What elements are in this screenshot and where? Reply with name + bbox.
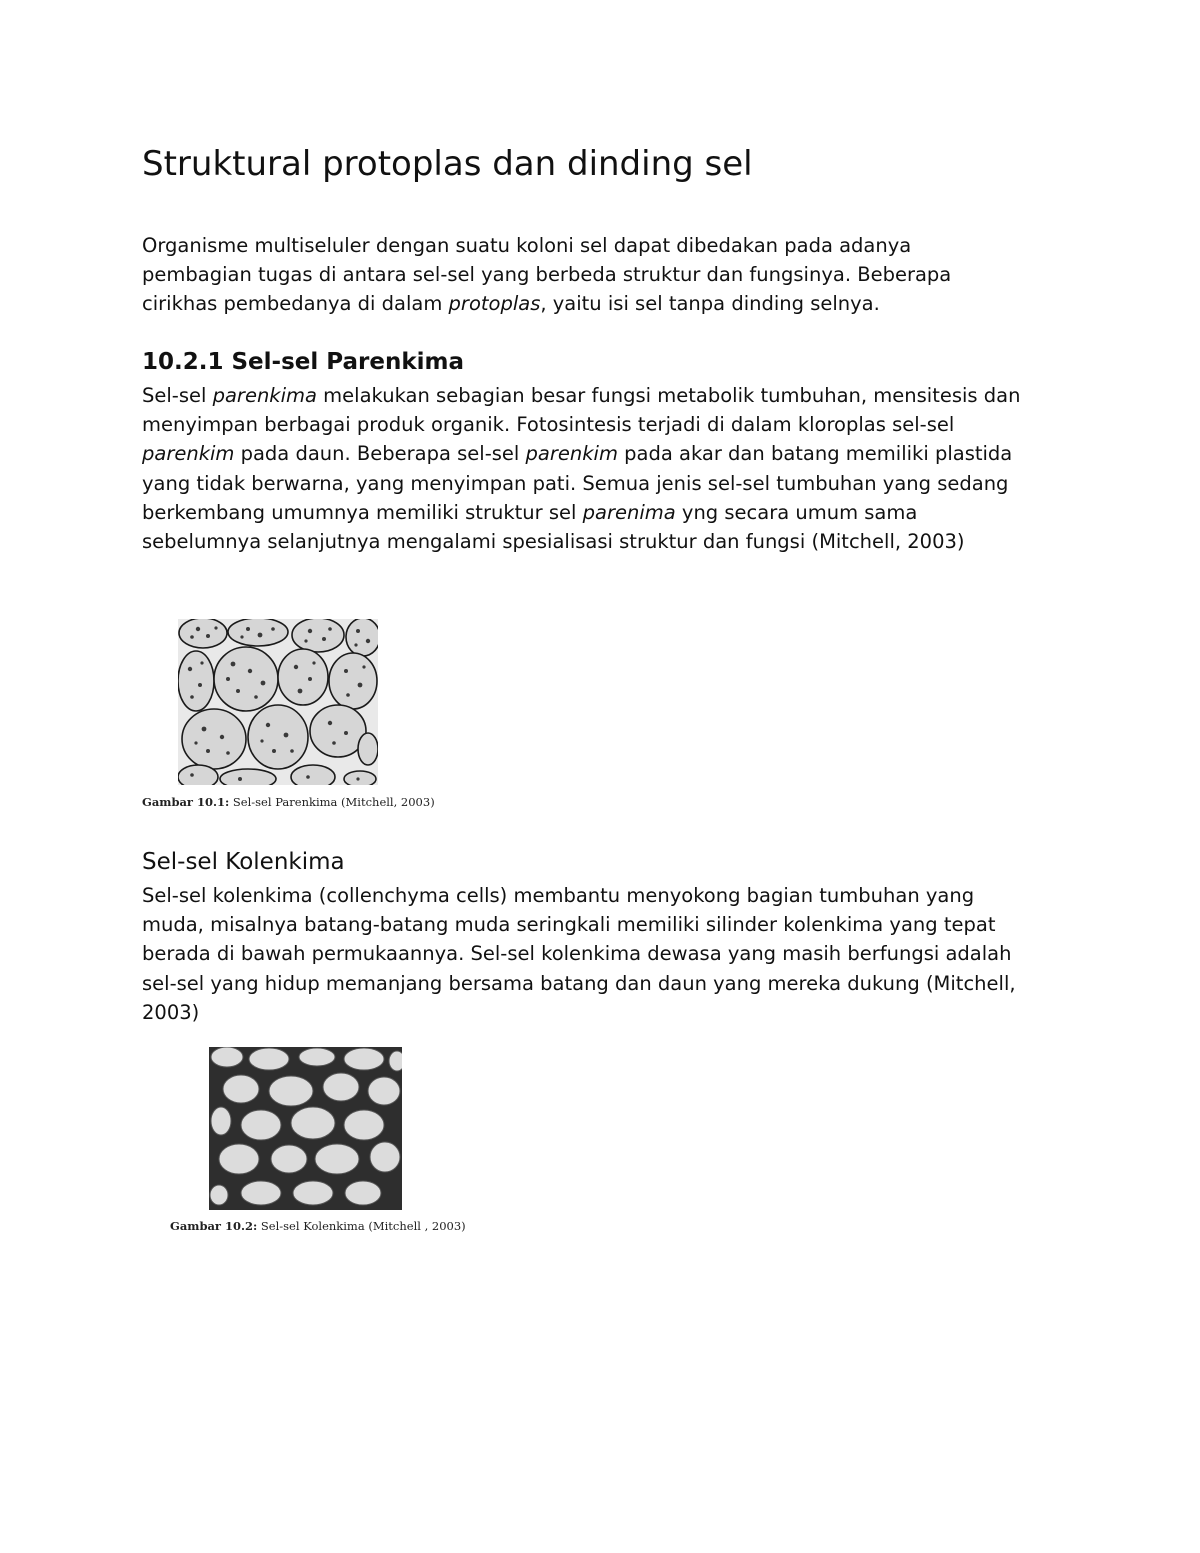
intro-text-1: Organisme multiseluler dengan suatu koloni sel dapat dibedakan pada adanya pembagian tugas di antara sel-sel yang berbeda struktur dan fungsinya. Beberapa cirikhas pembedanya di dalam — [142, 234, 952, 316]
parenkima-text-e: yng secara umum sama sebelumnya selanjutnya mengalami spesialisasi struktur dan fungsi (Mitchell, 2003) — [142, 500, 965, 554]
parenkima-text-c: pada daun. Beberapa sel-sel — [234, 442, 526, 466]
kolenkima-figure-image — [209, 1047, 402, 1210]
intro-paragraph — [142, 231, 1022, 319]
kolenkima-paragraph: Sel-sel kolenkima (collenchyma cells) membantu menyokong bagian tumbuhan yang muda, misalnya batang-batang muda seringkali memiliki silinder kolenkima yang tepat berada di bawah permukaannya. Sel-sel kolenkima dewasa yang masih berfungsi adalah sel-sel yang hidup memanjang bersama batang dan daun yang mereka dukung (Mitchell, 2003) — [142, 884, 1016, 1024]
parenkima-italic-d: parenima — [582, 500, 676, 524]
section-heading-parenkima: 10.2.1 Sel-sel Parenkima — [142, 349, 465, 375]
section-heading-kolenkima: Sel-sel Kolenkima — [142, 849, 345, 875]
parenkima-text-d: pada akar dan batang memiliki plastida yang tidak berwarna, yang menyimpan pati. Semua jenis sel-sel tumbuhan yang sedang berkembang umumnya memiliki struktur sel — [142, 442, 1013, 524]
parenkima-figure-caption — [142, 795, 435, 809]
parenkima-italic-b: parenkim — [142, 442, 235, 466]
parenkima-text-b: melakukan sebagian besar fungsi metabolik tumbuhan, mensitesis dan menyimpan berbagai produk organik. Fotosintesis terjadi di dalam kloroplas sel-sel — [142, 384, 1021, 437]
intro-italic-term: protoplas — [448, 292, 541, 316]
parenkima-text-a: Sel-sel — [142, 384, 213, 407]
document-title: Struktural protoplas dan dinding sel — [142, 144, 753, 184]
parenkima-italic-a: parenkima — [212, 384, 317, 407]
parenkima-italic-c: parenkim — [525, 442, 618, 466]
kolenkima-figure-caption — [170, 1219, 466, 1233]
caption-label-10-2: Gambar 10.2: — [170, 1219, 258, 1233]
parenkima-paragraph — [142, 381, 1022, 556]
intro-text-2: , yaitu isi sel tanpa dinding selnya. — [540, 292, 880, 316]
caption-label-10-1: Gambar 10.1: — [142, 795, 230, 809]
caption-text-10-2: Sel-sel Kolenkima (Mitchell , 2003) — [257, 1219, 466, 1233]
parenkima-figure-image — [178, 619, 378, 785]
caption-text-10-1: Sel-sel Parenkima (Mitchell, 2003) — [229, 795, 435, 809]
